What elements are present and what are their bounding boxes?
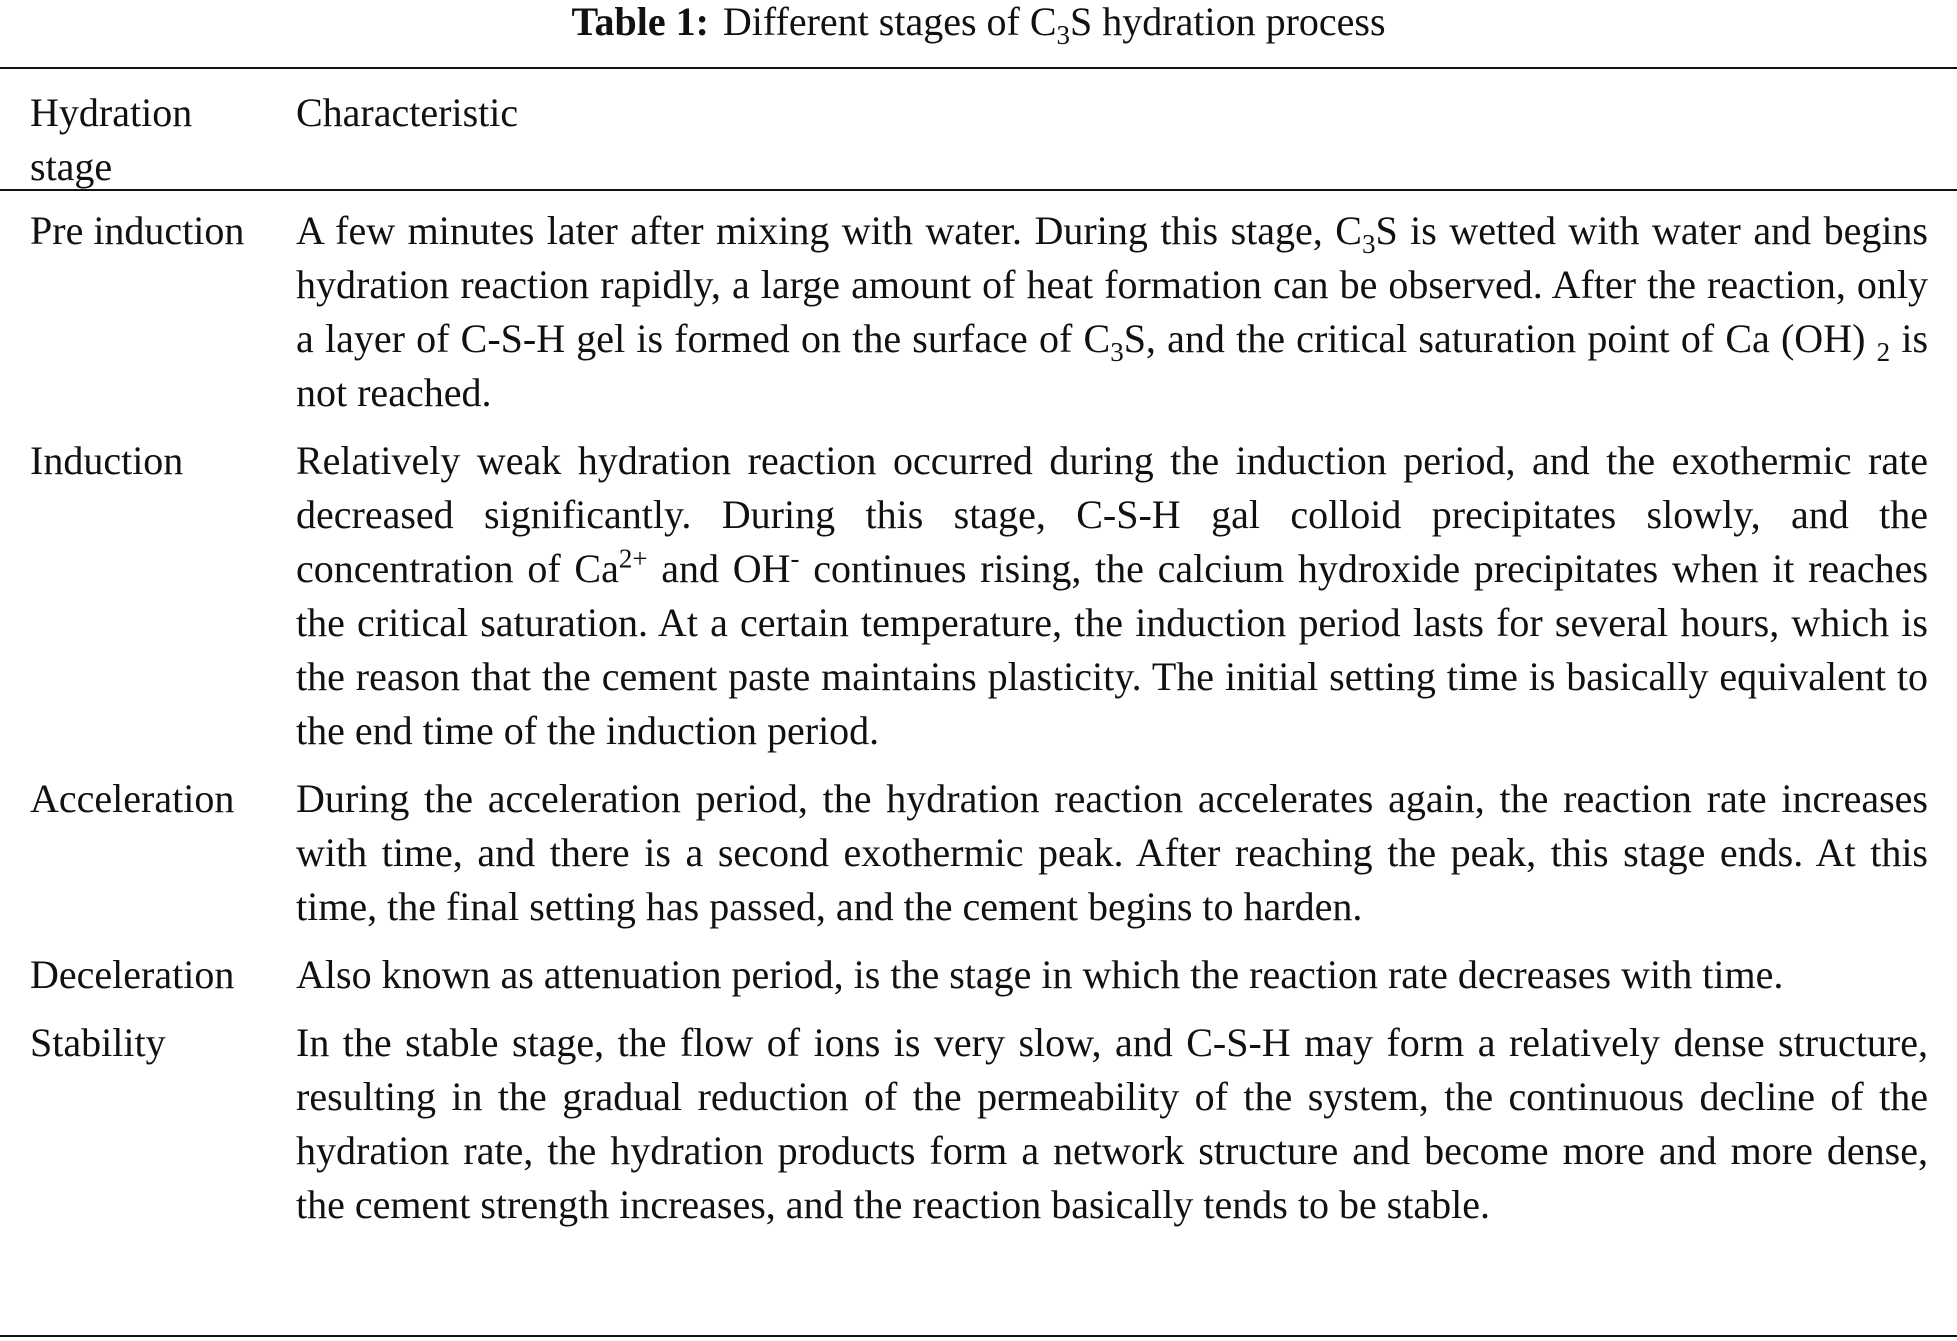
table-header-rule bbox=[0, 189, 1957, 191]
table-caption-title-part2: S hydration process bbox=[1070, 0, 1386, 44]
table-bottom-rule bbox=[0, 1335, 1957, 1337]
stage-cell: Deceleration bbox=[30, 952, 235, 997]
table-caption bbox=[0, 0, 1957, 50]
characteristic-text: is not reached. bbox=[296, 316, 1929, 415]
table-row-induction bbox=[0, 434, 1957, 758]
characteristic-text: continues rising, the calcium hydroxide precipitates when it reaches the critical saturation. At a certain temperature, the induction period lasts for several hours, which is the reason that the cement paste maintains plasticity. The initial setting time is basically equivalent to the end time of the induction period. bbox=[296, 546, 1929, 753]
characteristic-text: and OH bbox=[647, 546, 791, 591]
column-header-hydration-stage: Hydration stage bbox=[30, 90, 193, 189]
table-row-pre-induction bbox=[0, 204, 1957, 420]
characteristic-text: S is wetted with water and begins hydration reaction rapidly, a large amount of heat formation can be observed. After the reaction, only a layer of C-S-H gel is formed on the surface of C bbox=[296, 208, 1929, 361]
column-header-characteristic: Characteristic bbox=[296, 90, 519, 135]
stage-cell: Pre induction bbox=[30, 208, 245, 253]
characteristic-cell bbox=[296, 434, 1928, 758]
subscript: 3 bbox=[1361, 229, 1376, 259]
stage-cell: Acceleration bbox=[30, 776, 235, 821]
subscript: 3 bbox=[1110, 337, 1124, 367]
table-row-acceleration bbox=[0, 772, 1957, 934]
characteristic-text: S, and the critical saturation point of Ca (OH) bbox=[1123, 316, 1877, 361]
superscript: 2+ bbox=[618, 543, 648, 574]
table-caption-label: Table 1: bbox=[571, 0, 709, 44]
characteristic-text: A few minutes later after mixing with water. During this stage, C bbox=[296, 208, 1362, 253]
characteristic-cell: In the stable stage, the flow of ions is very slow, and C-S-H may form a relatively dense structure, resulting in the gradual reduction of the permeability of the system, the continuous decline of the hydration rate, the hydration products form a network structure and become more and more dense, the cement strength increases, and the reaction basically tends to be stable. bbox=[296, 1020, 1928, 1227]
superscript: - bbox=[790, 543, 800, 574]
table-caption-title-part1: Different stages of C bbox=[722, 0, 1057, 44]
table-top-rule bbox=[0, 67, 1957, 69]
stage-cell: Induction bbox=[30, 438, 184, 483]
characteristic-cell: During the acceleration period, the hydration reaction accelerates again, the reaction rate increases with time, and there is a second exothermic peak. After reaching the peak, this stage ends. At this time, the final setting has passed, and the cement begins to harden. bbox=[296, 776, 1928, 929]
subscript: 2 bbox=[1876, 337, 1891, 367]
characteristic-cell bbox=[296, 204, 1928, 420]
characteristic-cell: Also known as attenuation period, is the stage in which the reaction rate decreases with time. bbox=[296, 952, 1784, 997]
table-row-deceleration bbox=[0, 948, 1957, 1002]
stage-cell: Stability bbox=[30, 1020, 166, 1065]
table-body bbox=[0, 204, 1957, 1232]
table-caption-title-subscript: 3 bbox=[1056, 20, 1071, 50]
characteristic-text: Relatively weak hydration reaction occurred during the induction period, and the exothermic rate decreased significantly. During this stage, C-S-H gal colloid precipitates slowly, and the concentration of Ca bbox=[296, 438, 1928, 591]
table-row-stability bbox=[0, 1016, 1957, 1232]
